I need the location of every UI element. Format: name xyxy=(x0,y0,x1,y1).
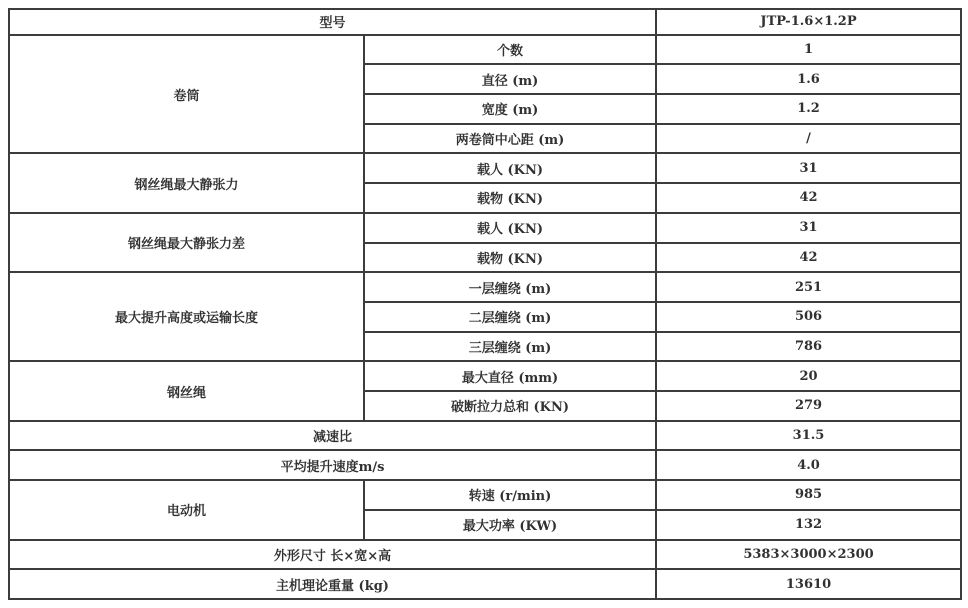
model-label-cell: 型号 xyxy=(9,9,656,35)
label-cell-material: 载物 (KN) xyxy=(364,183,656,213)
table-row xyxy=(9,421,961,451)
label-cell-manned: 载人 (KN) xyxy=(364,153,656,183)
value-cell-max-diameter: 20 xyxy=(656,361,961,391)
label-cell-manned: 载人 (KN) xyxy=(364,213,656,243)
value-cell-max-power: 132 xyxy=(656,510,961,540)
label-cell-rotation-speed: 转速 (r/min) xyxy=(364,480,656,510)
group-cell-motor: 电动机 xyxy=(9,480,364,539)
table-row xyxy=(9,569,961,599)
value-cell-manned: 31 xyxy=(656,213,961,243)
value-cell-reduction-ratio: 31.5 xyxy=(656,421,961,451)
label-cell-average-speed: 平均提升速度m/s xyxy=(9,450,656,480)
value-cell-rotation-speed: 985 xyxy=(656,480,961,510)
table-row xyxy=(9,540,961,570)
label-cell-single-layer: 一层缠绕 (m) xyxy=(364,272,656,302)
value-cell-triple-layer: 786 xyxy=(656,332,961,362)
value-cell-single-layer: 251 xyxy=(656,272,961,302)
label-cell-outline-dimensions: 外形尺寸 长×宽×高 xyxy=(9,540,656,570)
value-cell-double-layer: 506 xyxy=(656,302,961,332)
table-row xyxy=(9,213,961,243)
table-row xyxy=(9,272,961,302)
label-cell-max-power: 最大功率 (KW) xyxy=(364,510,656,540)
table-row xyxy=(9,361,961,391)
table-row xyxy=(9,9,961,35)
table-row xyxy=(9,480,961,510)
group-cell-max-lifting-height: 最大提升高度或运输长度 xyxy=(9,272,364,361)
model-value-cell: JTP-1.6×1.2P xyxy=(656,9,961,35)
label-cell-center-distance: 两卷筒中心距 (m) xyxy=(364,124,656,154)
table-row xyxy=(9,153,961,183)
label-cell-material: 载物 (KN) xyxy=(364,243,656,273)
value-cell-breaking-force: 279 xyxy=(656,391,961,421)
value-cell-count: 1 xyxy=(656,35,961,65)
spec-table xyxy=(8,8,962,600)
table-row xyxy=(9,35,961,65)
group-cell-max-static-tension-diff: 钢丝绳最大静张力差 xyxy=(9,213,364,272)
label-cell-reduction-ratio: 减速比 xyxy=(9,421,656,451)
label-cell-diameter: 直径 (m) xyxy=(364,64,656,94)
label-cell-theoretical-weight: 主机理论重量 (kg) xyxy=(9,569,656,599)
group-cell-wire-rope: 钢丝绳 xyxy=(9,361,364,420)
value-cell-manned: 31 xyxy=(656,153,961,183)
label-cell-breaking-force: 破断拉力总和 (KN) xyxy=(364,391,656,421)
value-cell-theoretical-weight: 13610 xyxy=(656,569,961,599)
label-cell-width: 宽度 (m) xyxy=(364,94,656,124)
value-cell-center-distance: / xyxy=(656,124,961,154)
value-cell-material: 42 xyxy=(656,183,961,213)
label-cell-double-layer: 二层缠绕 (m) xyxy=(364,302,656,332)
table-row xyxy=(9,450,961,480)
value-cell-average-speed: 4.0 xyxy=(656,450,961,480)
value-cell-material: 42 xyxy=(656,243,961,273)
value-cell-outline-dimensions: 5383×3000×2300 xyxy=(656,540,961,570)
group-cell-max-static-tension: 钢丝绳最大静张力 xyxy=(9,153,364,212)
label-cell-max-diameter: 最大直径 (mm) xyxy=(364,361,656,391)
group-cell-drum: 卷筒 xyxy=(9,35,364,154)
value-cell-diameter: 1.6 xyxy=(656,64,961,94)
value-cell-width: 1.2 xyxy=(656,94,961,124)
label-cell-triple-layer: 三层缠绕 (m) xyxy=(364,332,656,362)
label-cell-count: 个数 xyxy=(364,35,656,65)
